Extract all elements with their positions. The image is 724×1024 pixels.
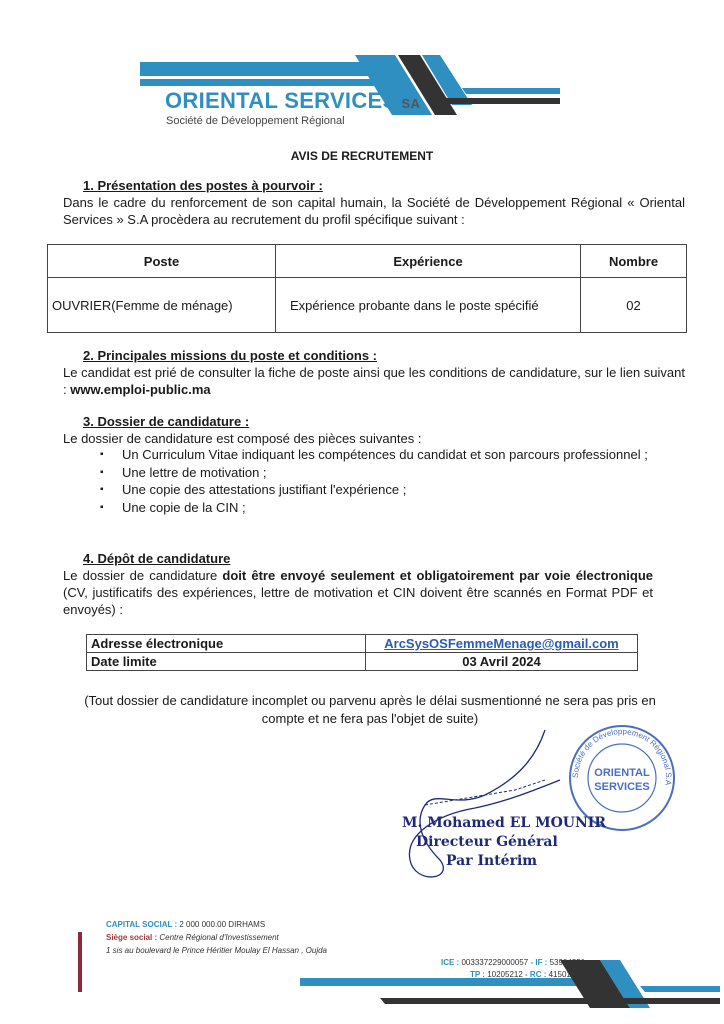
company-logo-graphic xyxy=(0,0,724,140)
table-header-row xyxy=(48,245,687,278)
header-nombre: Nombre xyxy=(581,245,687,278)
section4-text: Le dossier de candidature doit être envoyé seulement et obligatoirement par voie électronique (CV, justificatifs des expériences, lettre de motivation et CIN doivent être scannés en Format PDF et envoyés) : xyxy=(63,568,653,617)
footer-siege: Siège social : Centre Régional d'Investissement xyxy=(106,933,279,942)
emploi-public-link[interactable]: www.emploi-public.ma xyxy=(70,382,211,397)
table-row xyxy=(87,635,638,653)
section2-heading: 2. Principales missions du poste et conditions : xyxy=(83,348,378,363)
footer-graphic xyxy=(0,930,724,1024)
list-item: ▪ Un Curriculum Vitae indiquant les compétences du candidat et son parcours professionnel ; xyxy=(100,446,660,464)
list-item: ▪ Une copie de la CIN ; xyxy=(100,499,660,517)
documents-list xyxy=(100,446,660,516)
email-link[interactable]: ArcSysOSFemmeMenage@gmail.com xyxy=(366,635,638,653)
svg-text:ORIENTAL: ORIENTAL xyxy=(594,767,650,779)
footer-address: 1 sis au boulevard le Prince Héritier Moulay El Hassan , Oujda xyxy=(106,946,327,955)
company-suffix: SA xyxy=(401,96,421,111)
date-label: Date limite xyxy=(87,653,366,671)
email-label: Adresse électronique xyxy=(87,635,366,653)
date-value: 03 Avril 2024 xyxy=(366,653,638,671)
cell-nombre: 02 xyxy=(581,278,687,333)
signatory-name: M. Mohamed EL MOUNIR xyxy=(402,815,606,831)
header-poste: Poste xyxy=(48,245,276,278)
footer-ice-if: ICE : 003337229000057 - IF : 53904351 xyxy=(441,958,586,967)
contact-table xyxy=(86,634,638,671)
positions-table xyxy=(47,244,687,333)
table-row xyxy=(48,278,687,333)
list-item: ▪ Une lettre de motivation ; xyxy=(100,464,660,482)
svg-text:Société de Développement Régio: Société de Développement Régional S.A xyxy=(570,726,674,786)
section1-heading: 1. Présentation des postes à pourvoir : xyxy=(83,178,323,193)
page-title: AVIS DE RECRUTEMENT xyxy=(290,149,434,163)
section3-heading: 3. Dossier de candidature : xyxy=(83,414,250,429)
section3-intro: Le dossier de candidature est composé des pièces suivantes : xyxy=(63,431,422,446)
company-subtitle: Société de Développement Régional xyxy=(166,115,345,127)
note-text: (Tout dossier de candidature incomplet ou parvenu après le délai susmentionné ne sera pas pris en compte et ne fera pas l'objet de suite) xyxy=(84,693,656,726)
cell-experience: Expérience probante dans le poste spécifié xyxy=(276,278,581,333)
svg-text:SERVICES: SERVICES xyxy=(594,781,650,793)
list-item: ▪ Une copie des attestations justifiant l'expérience ; xyxy=(100,481,660,499)
section2-text: Le candidat est prié de consulter la fiche de poste ainsi que les conditions de candidature, sur le lien suivant : www.emploi-public.ma xyxy=(63,365,685,397)
signatory-role: Directeur Général xyxy=(416,834,558,850)
company-name: ORIENTAL SERVICES SA xyxy=(165,88,421,113)
signatory-interim: Par Intérim xyxy=(446,853,538,869)
section4-heading: 4. Dépôt de candidature xyxy=(83,551,231,566)
footer-capital: CAPITAL SOCIAL : 2 000 000.00 DIRHAMS xyxy=(106,920,266,929)
section1-text: Dans le cadre du renforcement de son capital humain, la Société de Développement Régional « Oriental Services » S.A procèdera au recrutement du profil spécifique suivant : xyxy=(63,195,685,227)
cell-poste: OUVRIER(Femme de ménage) xyxy=(48,278,276,333)
footer-tp-rc: TP : 10205212 - RC : 41501 xyxy=(470,970,571,979)
header-experience: Expérience xyxy=(276,245,581,278)
table-row xyxy=(87,653,638,671)
